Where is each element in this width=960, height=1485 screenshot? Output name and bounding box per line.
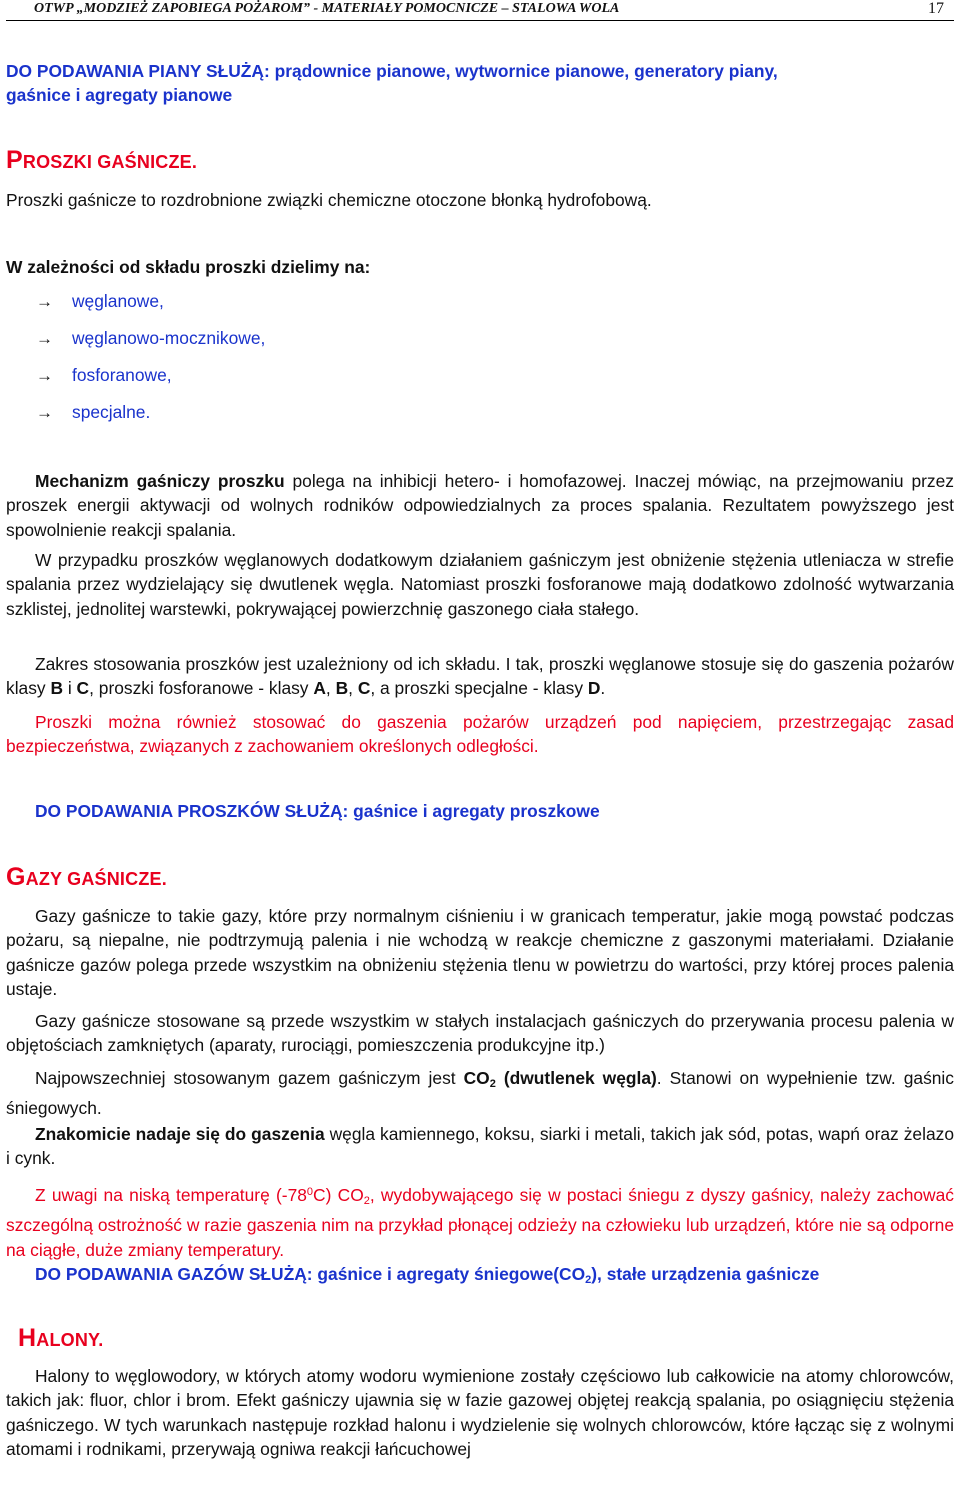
foam-use-heading (6, 59, 954, 107)
fire-class-a: A (313, 678, 326, 699)
fire-class-d: D (587, 678, 601, 699)
powders-scope-paragraph (6, 652, 954, 701)
fire-class-b: B (335, 678, 349, 699)
subscript: 2 (585, 1274, 592, 1286)
powder-type-label: węglanowe, (72, 291, 164, 311)
gases-warning-paragraph (6, 1180, 954, 1262)
scope-text: i (63, 678, 77, 699)
powders-use-heading: DO PODAWANIA PROSZKÓW SŁUŻĄ: gaśnice i agregaty proszkowe (35, 801, 600, 821)
gases-paragraph-4 (6, 1122, 954, 1171)
gases-paragraph-2 (6, 1009, 954, 1058)
subscript: 2 (363, 1195, 370, 1207)
gases-use-text: DO PODAWANIA GAZÓW SŁUŻĄ: gaśnice i agregaty śniegowe(CO (35, 1264, 586, 1284)
mechanism-text: polega na inhibicji hetero- i homofazowej. Inaczej mówiąc, na przejmowaniu przez proszek energii aktywacji od wolnych rodników odpowiedzialnych za proces spalania. Rezultatem powyższego jest spowolnienie reakcji spalania. (6, 471, 954, 540)
powders-heading (6, 146, 954, 175)
fire-class-c: C (76, 678, 90, 699)
scope-text: . (600, 678, 606, 699)
powders-mechanism-paragraph (6, 469, 954, 542)
arrow-right-icon: → (36, 366, 53, 385)
powder-type-item (36, 365, 172, 386)
halons-heading-rest: ALONY. (36, 1330, 104, 1350)
arrow-right-icon: → (36, 292, 53, 311)
superscript: 0 (306, 1186, 314, 1198)
warning-text: Proszki można również stosować do gaszenia pożarów urządzeń pod napięciem, przestrzegając zasad bezpieczeństwa, związanych z zachowaniem określonych odległości. (6, 712, 954, 757)
co2-formula: CO (463, 1068, 490, 1088)
gases-use-text: ), stałe urządzenia gaśnicze (591, 1264, 820, 1284)
halons-heading-cap: H (18, 1324, 37, 1352)
header-title: OTWP „MODZIEŻ ZAPOBIEGA POŻAROM” - MATERIAŁY POMOCNICZE – STALOWA WOLA (34, 1, 620, 16)
powder-type-label: specjalne. (72, 402, 151, 422)
gases-bold-text: (dwutlenek węgla) (495, 1068, 657, 1088)
foam-use-line1: DO PODAWANIA PIANY SŁUŻĄ: prądownice pianowe, wytwornice pianowe, generatory piany, (6, 61, 778, 81)
foam-use-line2: gaśnice i agregaty pianowe (6, 85, 233, 105)
gases-warning-text: C) CO (313, 1185, 364, 1205)
powders-definition: Proszki gaśnicze to rozdrobnione związki chemiczne otoczone błonką hydrofobową. (6, 190, 652, 210)
gases-paragraph-3 (6, 1066, 954, 1121)
powders-heading-cap: P (6, 146, 23, 174)
scope-text: , proszki fosforanowe - klasy (89, 678, 314, 699)
fire-class-b: B (50, 678, 64, 699)
powders-carbonate-paragraph (6, 548, 954, 621)
gases-text: Gazy gaśnicze stosowane są przede wszystkim w stałych instalacjach gaśniczych do przerywania procesu palenia w objętościach zamkniętych (aparaty, rurociągi, pomieszczenia produkcyjne itp.) (6, 1011, 954, 1056)
running-header (6, 0, 954, 21)
scope-text: , (325, 678, 336, 699)
arrow-right-icon: → (36, 329, 53, 348)
gases-text: . Stanowi on wypełnienie tzw. gaśnic śniegowych. (6, 1068, 954, 1119)
gases-text: Gazy gaśnicze to takie gazy, które przy normalnym ciśnieniu i w granicach temperatur, jakie mogą powstać podczas pożaru, są niepalne, nie podtrzymują palenia i nie wchodzą w reakcje chemiczne z gaszonymi materiałami. Działanie gaśnicze gazów polega przede wszystkim na obniżeniu stężenia tlenu w powietrzu do wartości, przy której proces palenia ustaje. (6, 906, 954, 999)
scope-text: , (348, 678, 358, 699)
gases-heading-cap: G (6, 863, 26, 891)
mechanism-bold: Mechanizm gaśniczy proszku (35, 471, 285, 491)
scope-text: Zakres stosowania proszków jest uzależniony od ich składu. I tak, proszki węglanowe stosuje się do gaszenia pożarów klasy (6, 654, 954, 699)
gases-text: węgla kamiennego, koksu, siarki i metali, takich jak sód, potas, wapń oraz żelazo i cynk. (6, 1124, 955, 1169)
gases-bold-text: Znakomicie nadaje się do gaszenia (35, 1124, 325, 1144)
gases-paragraph-1 (6, 904, 954, 1001)
powder-type-item (36, 291, 164, 312)
gases-text: Najpowszechniej stosowanym gazem gaśniczym jest (35, 1068, 464, 1088)
carbonate-text: W przypadku proszków węglanowych dodatkowym działaniem gaśniczym jest obniżenie stężenia utleniacza w strefie spalania przez wydzielający się dwutlenek węgla. Natomiast proszki fosforanowe mają dodatkowo zdolność wytwarzania szklistej, jednolitej warstewki, pokrywającej powierzchnię gaszonego ciała stałego. (6, 550, 954, 619)
page-number: 17 (928, 0, 944, 17)
subscript: 2 (489, 1078, 496, 1090)
gases-use-heading (6, 1262, 954, 1292)
gases-warning-text: Z uwagi na niską temperaturę (-78 (35, 1185, 307, 1205)
gases-warning-text: , wydobywającego się w postaci śniegu z dyszy gaśnicy, należy zachować szczególną ostrożność w razie gaszenia nim na przykład płonącej odzieży na człowieku lub urządzeń, które nie są odporne na ciągłe, duże zmiany temperatury. (6, 1185, 954, 1260)
halons-heading (18, 1324, 960, 1353)
halons-text: Halony to węglowodory, w których atomy wodoru wymienione zostały częściowo lub całkowicie na atomy chlorowców, takich jak: fluor, chlor i brom. Efekt gaśniczy ujawnia się w fazie gazowej objętej reakcją spalania, po osiągnięciu stężenia gaśniczego. W tych warunkach następuje rozkład halonu i wydzielenie się wolnych chlorowców, które łącząc się z wolnymi atomami i rodnikami, przerywają ogniwa reakcji łańcuchowej (6, 1366, 954, 1459)
scope-text: , a proszki specjalne - klasy (370, 678, 588, 699)
powder-type-item (36, 328, 265, 349)
halons-paragraph (6, 1364, 954, 1461)
gases-heading (6, 863, 954, 892)
powders-division-intro: W zależności od składu proszki dzielimy na: (6, 257, 371, 277)
powder-type-item (36, 402, 150, 423)
powders-heading-rest: ROSZKI GAŚNICZE. (22, 152, 198, 172)
arrow-right-icon: → (36, 403, 53, 422)
powders-warning-paragraph (6, 710, 954, 759)
powder-type-label: węglanowo-mocznikowe, (72, 328, 266, 348)
fire-class-c: C (357, 678, 371, 699)
powder-type-label: fosforanowe, (72, 365, 172, 385)
gases-heading-rest: AZY GAŚNICZE. (25, 869, 167, 889)
